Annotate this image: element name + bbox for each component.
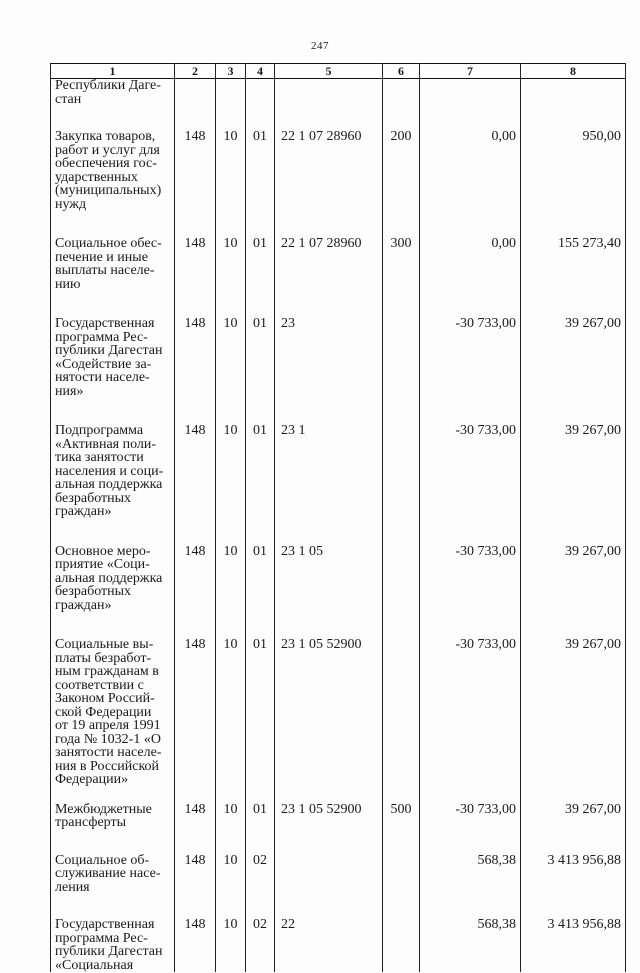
row-spacer <box>51 787 626 803</box>
spacer-cell <box>383 106 420 130</box>
table-row <box>51 854 626 895</box>
spacer-cell <box>420 519 521 545</box>
spacer-cell <box>216 106 246 130</box>
spacer-cell <box>383 894 420 918</box>
row-section: 10 <box>216 130 246 211</box>
row-total-amount: 39 267,00 <box>521 424 626 519</box>
spacer-cell <box>216 519 246 545</box>
row-spacer <box>51 519 626 545</box>
row-admin-code <box>175 79 216 107</box>
spacer-cell <box>216 830 246 854</box>
spacer-cell <box>216 894 246 918</box>
row-section: 10 <box>216 237 246 291</box>
row-spacer <box>51 106 626 130</box>
spacer-cell <box>246 894 275 918</box>
table-row <box>51 803 626 830</box>
spacer-cell <box>521 398 626 424</box>
spacer-cell <box>383 612 420 638</box>
row-total-amount: 155 273,40 <box>521 237 626 291</box>
spacer-cell <box>51 106 175 130</box>
spacer-cell <box>216 612 246 638</box>
spacer-cell <box>51 612 175 638</box>
row-spacer <box>51 894 626 918</box>
spacer-cell <box>51 398 175 424</box>
spacer-cell <box>521 211 626 237</box>
row-expense-type <box>383 854 420 895</box>
row-admin-code: 148 <box>175 638 216 787</box>
row-subsection: 01 <box>246 638 275 787</box>
table-row <box>51 79 626 107</box>
row-admin-code: 148 <box>175 918 216 972</box>
spacer-cell <box>275 830 383 854</box>
row-admin-code: 148 <box>175 803 216 830</box>
row-change-amount: -30 733,00 <box>420 424 521 519</box>
spacer-cell <box>246 519 275 545</box>
row-name: Межбюджетные трансферты <box>51 803 175 830</box>
row-change-amount: -30 733,00 <box>420 803 521 830</box>
row-subsection: 01 <box>246 130 275 211</box>
row-target-article: 23 1 05 <box>275 545 383 613</box>
spacer-cell <box>246 612 275 638</box>
row-total-amount: 39 267,00 <box>521 317 626 398</box>
spacer-cell <box>420 830 521 854</box>
row-name: Закупка товаров, работ и услуг для обеспечения гос- ударственных (муниципальных) нужд <box>51 130 175 211</box>
spacer-cell <box>420 291 521 317</box>
row-subsection: 01 <box>246 803 275 830</box>
row-name: Подпрограмма «Активная поли- тика занятости населения и соци- альная поддержка безработных граждан» <box>51 424 175 519</box>
row-section: 10 <box>216 918 246 972</box>
row-subsection: 01 <box>246 545 275 613</box>
row-subsection: 01 <box>246 424 275 519</box>
spacer-cell <box>175 787 216 803</box>
row-name: Социальное обес- печение и иные выплаты населе- нию <box>51 237 175 291</box>
row-name: Социальные вы- платы безработ- ным гражданам в соответствии с Законом Россий- ской Федерации от 19 апреля 1991 года № 1032-1 «О занятости населе- ния в Российской Федерации» <box>51 638 175 787</box>
table-row <box>51 424 626 519</box>
row-section: 10 <box>216 317 246 398</box>
spacer-cell <box>216 211 246 237</box>
row-subsection: 01 <box>246 317 275 398</box>
table-row <box>51 237 626 291</box>
spacer-cell <box>275 106 383 130</box>
row-spacer <box>51 291 626 317</box>
budget-table <box>50 63 626 972</box>
row-admin-code: 148 <box>175 130 216 211</box>
column-header: 3 <box>216 64 246 79</box>
row-subsection: 01 <box>246 237 275 291</box>
row-spacer <box>51 398 626 424</box>
row-target-article: 23 <box>275 317 383 398</box>
row-expense-type: 500 <box>383 803 420 830</box>
row-spacer <box>51 612 626 638</box>
row-section: 10 <box>216 638 246 787</box>
spacer-cell <box>275 894 383 918</box>
spacer-cell <box>383 830 420 854</box>
spacer-cell <box>420 894 521 918</box>
row-expense-type <box>383 424 420 519</box>
column-header: 1 <box>51 64 175 79</box>
row-target-article: 23 1 05 52900 <box>275 803 383 830</box>
spacer-cell <box>175 211 216 237</box>
spacer-cell <box>275 612 383 638</box>
spacer-cell <box>420 211 521 237</box>
column-header: 4 <box>246 64 275 79</box>
spacer-cell <box>275 519 383 545</box>
column-header: 8 <box>521 64 626 79</box>
row-name: Государственная программа Рес- публики Дагестан «Содействие за- нятости населе- ния» <box>51 317 175 398</box>
row-section <box>216 79 246 107</box>
row-target-article: 22 1 07 28960 <box>275 130 383 211</box>
spacer-cell <box>275 291 383 317</box>
spacer-cell <box>521 612 626 638</box>
row-total-amount: 39 267,00 <box>521 638 626 787</box>
spacer-cell <box>383 787 420 803</box>
spacer-cell <box>383 398 420 424</box>
spacer-cell <box>216 398 246 424</box>
spacer-cell <box>175 894 216 918</box>
table-row <box>51 638 626 787</box>
spacer-cell <box>383 291 420 317</box>
row-expense-type: 300 <box>383 237 420 291</box>
spacer-cell <box>521 787 626 803</box>
page-number: 247 <box>311 40 329 52</box>
spacer-cell <box>246 787 275 803</box>
row-target-article: 23 1 <box>275 424 383 519</box>
spacer-cell <box>51 519 175 545</box>
row-total-amount: 950,00 <box>521 130 626 211</box>
spacer-cell <box>246 291 275 317</box>
spacer-cell <box>175 106 216 130</box>
spacer-cell <box>175 612 216 638</box>
row-section: 10 <box>216 545 246 613</box>
row-target-article: 22 <box>275 918 383 972</box>
row-name: Социальное об- служивание насе- ления <box>51 854 175 895</box>
spacer-cell <box>51 211 175 237</box>
row-target-article <box>275 854 383 895</box>
spacer-cell <box>275 398 383 424</box>
spacer-cell <box>521 830 626 854</box>
spacer-cell <box>420 787 521 803</box>
row-name: Основное меро- приятие «Соци- альная поддержка безработных граждан» <box>51 545 175 613</box>
spacer-cell <box>420 398 521 424</box>
spacer-cell <box>216 787 246 803</box>
spacer-cell <box>275 787 383 803</box>
column-header: 2 <box>175 64 216 79</box>
row-subsection: 02 <box>246 918 275 972</box>
row-change-amount: 0,00 <box>420 130 521 211</box>
spacer-cell <box>175 398 216 424</box>
table-header-row <box>51 64 626 79</box>
spacer-cell <box>420 612 521 638</box>
spacer-cell <box>246 398 275 424</box>
spacer-cell <box>246 106 275 130</box>
spacer-cell <box>175 291 216 317</box>
column-header: 6 <box>383 64 420 79</box>
spacer-cell <box>383 211 420 237</box>
spacer-cell <box>521 894 626 918</box>
row-admin-code: 148 <box>175 237 216 291</box>
row-admin-code: 148 <box>175 854 216 895</box>
row-section: 10 <box>216 803 246 830</box>
row-target-article <box>275 79 383 107</box>
spacer-cell <box>521 106 626 130</box>
row-expense-type <box>383 918 420 972</box>
spacer-cell <box>216 291 246 317</box>
budget-table-container <box>50 63 625 973</box>
row-admin-code: 148 <box>175 424 216 519</box>
row-change-amount <box>420 79 521 107</box>
row-expense-type: 200 <box>383 130 420 211</box>
table-body <box>51 79 626 973</box>
row-name: Республики Даге- стан <box>51 79 175 107</box>
column-header: 5 <box>275 64 383 79</box>
spacer-cell <box>275 211 383 237</box>
spacer-cell <box>246 830 275 854</box>
row-expense-type <box>383 545 420 613</box>
row-subsection <box>246 79 275 107</box>
row-total-amount: 3 413 956,88 <box>521 918 626 972</box>
spacer-cell <box>51 291 175 317</box>
spacer-cell <box>51 787 175 803</box>
table-row <box>51 918 626 972</box>
row-admin-code: 148 <box>175 545 216 613</box>
row-total-amount <box>521 79 626 107</box>
row-admin-code: 148 <box>175 317 216 398</box>
table-row <box>51 545 626 613</box>
row-change-amount: 0,00 <box>420 237 521 291</box>
row-spacer <box>51 211 626 237</box>
row-section: 10 <box>216 854 246 895</box>
spacer-cell <box>420 106 521 130</box>
row-section: 10 <box>216 424 246 519</box>
row-expense-type <box>383 317 420 398</box>
row-change-amount: -30 733,00 <box>420 545 521 613</box>
column-header: 7 <box>420 64 521 79</box>
row-name: Государственная программа Рес- публики Дагестан «Социальная <box>51 918 175 972</box>
row-subsection: 02 <box>246 854 275 895</box>
spacer-cell <box>51 830 175 854</box>
spacer-cell <box>246 211 275 237</box>
row-change-amount: -30 733,00 <box>420 317 521 398</box>
row-change-amount: 568,38 <box>420 854 521 895</box>
spacer-cell <box>521 291 626 317</box>
spacer-cell <box>175 519 216 545</box>
row-total-amount: 39 267,00 <box>521 803 626 830</box>
row-total-amount: 3 413 956,88 <box>521 854 626 895</box>
row-expense-type <box>383 638 420 787</box>
row-target-article: 23 1 05 52900 <box>275 638 383 787</box>
row-target-article: 22 1 07 28960 <box>275 237 383 291</box>
spacer-cell <box>175 830 216 854</box>
row-total-amount: 39 267,00 <box>521 545 626 613</box>
table-row <box>51 130 626 211</box>
table-row <box>51 317 626 398</box>
row-spacer <box>51 830 626 854</box>
spacer-cell <box>521 519 626 545</box>
row-expense-type <box>383 79 420 107</box>
row-change-amount: 568,38 <box>420 918 521 972</box>
spacer-cell <box>383 519 420 545</box>
spacer-cell <box>51 894 175 918</box>
row-change-amount: -30 733,00 <box>420 638 521 787</box>
